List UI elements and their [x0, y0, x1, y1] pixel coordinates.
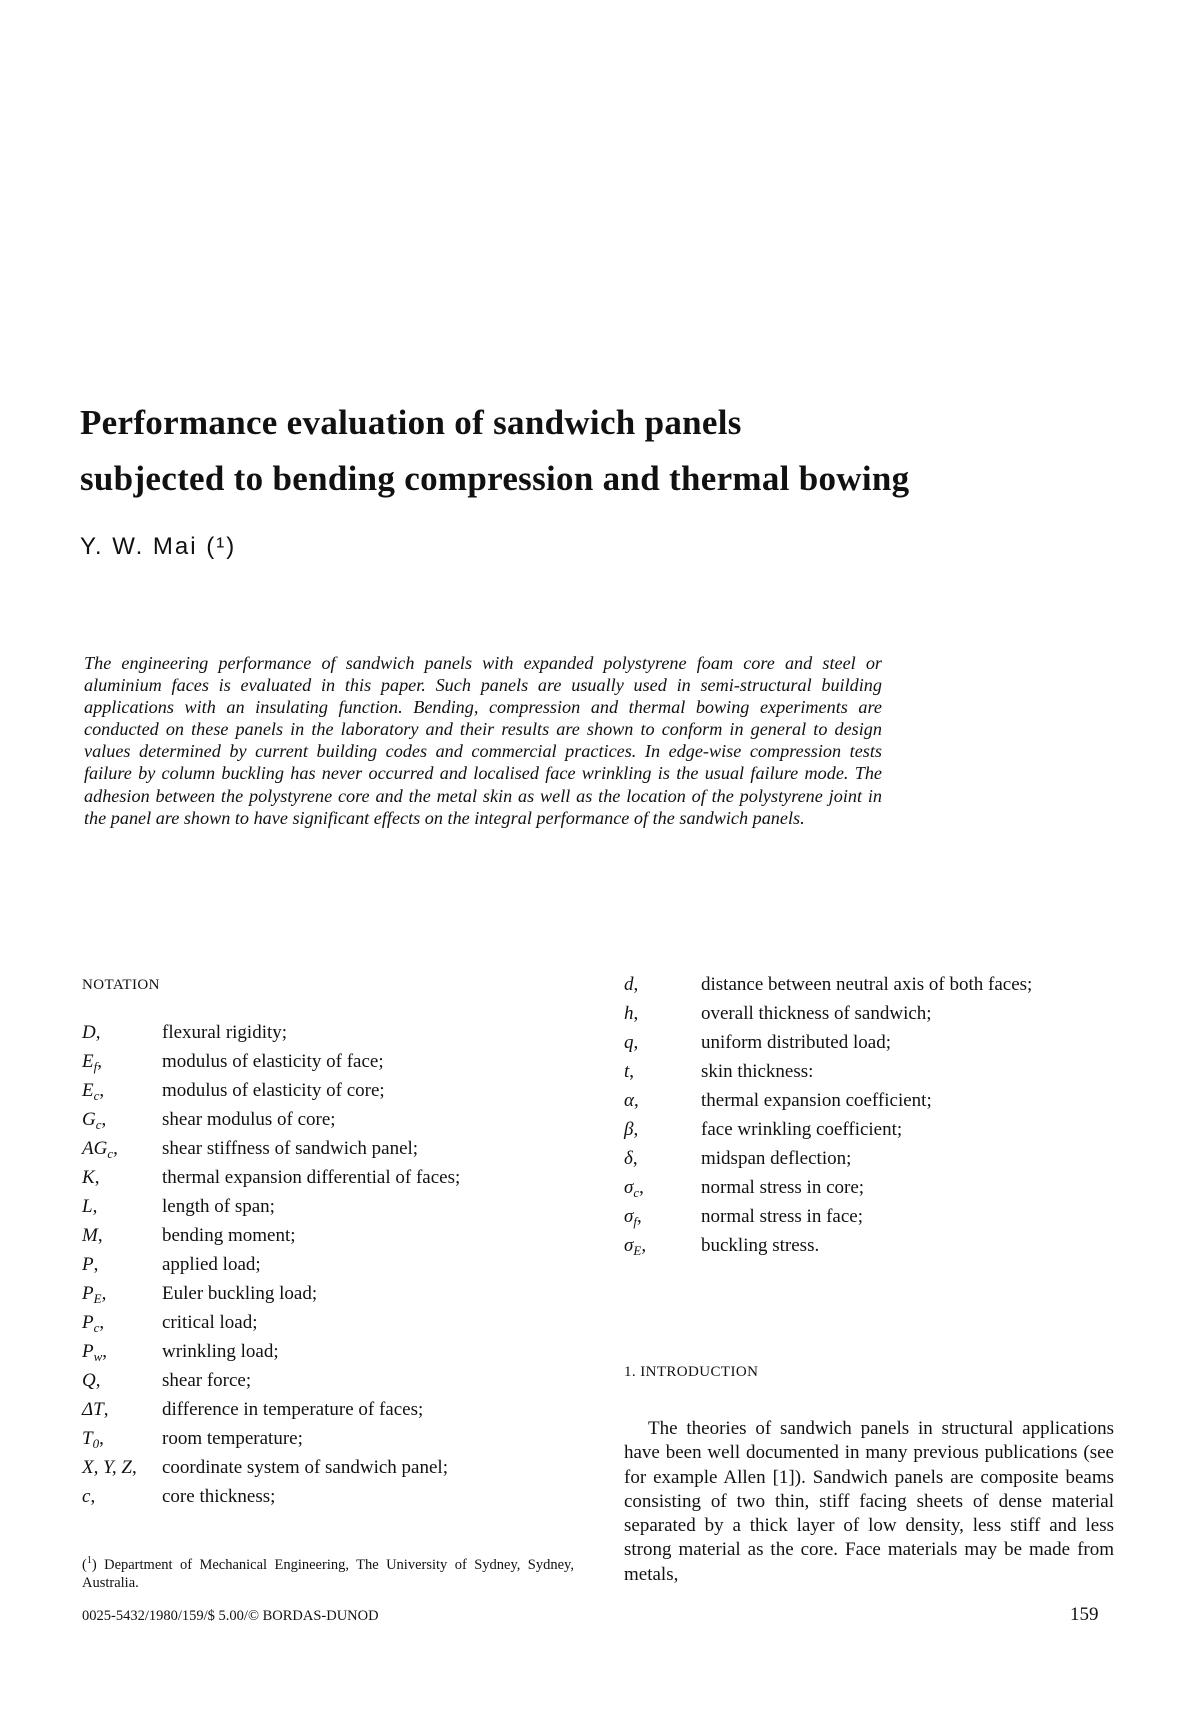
notation-symbol-subscript: c: [95, 1117, 102, 1132]
notation-symbol: $P_c$,: [82, 1312, 105, 1335]
author-line: Y. W. Mai (¹): [80, 533, 237, 560]
notation-description: normal stress in core;: [701, 1177, 865, 1198]
notation-description: shear force;: [162, 1370, 252, 1391]
notation-description: overall thickness of sandwich;: [701, 1003, 932, 1024]
notation-symbol-main: L: [82, 1196, 93, 1217]
notation-symbol-subscript: w: [93, 1349, 103, 1364]
notation-symbol-main: σ: [624, 1177, 634, 1198]
notation-row: [82, 1312, 460, 1341]
notation-row: [82, 1399, 460, 1428]
notation-list-right: [624, 974, 1032, 1264]
notation-row: [82, 1225, 460, 1254]
notation-description: bending moment;: [162, 1225, 296, 1246]
notation-description: coordinate system of sandwich panel;: [162, 1457, 448, 1478]
notation-symbol-main: h: [624, 1003, 634, 1024]
notation-description: thermal expansion coefficient;: [701, 1090, 932, 1111]
notation-symbol-main: G: [82, 1109, 96, 1130]
notation-symbol-main: P: [82, 1283, 94, 1304]
page-number: 159: [1070, 1604, 1099, 1625]
notation-symbol: Q,: [82, 1370, 101, 1391]
notation-description: room temperature;: [162, 1428, 303, 1449]
notation-description: midspan deflection;: [701, 1148, 852, 1169]
notation-row: [82, 1109, 460, 1138]
notation-description: core thickness;: [162, 1486, 276, 1507]
notation-row: [82, 1341, 460, 1370]
notation-description: length of span;: [162, 1196, 275, 1217]
notation-row: [82, 1167, 460, 1196]
notation-row: [624, 1235, 1032, 1264]
notation-symbol-subscript: E: [93, 1291, 102, 1306]
notation-symbol: h,: [624, 1003, 639, 1024]
notation-row: [82, 1080, 460, 1109]
notation-symbol-main: D: [82, 1022, 96, 1043]
notation-description: critical load;: [162, 1312, 258, 1333]
notation-symbol-subscript: E: [633, 1243, 642, 1258]
abstract: The engineering performance of sandwich panels with expanded polystyrene foam core and steel or aluminium faces is evaluated in this paper. Such panels are usually used in semi-structural building applications with an insulating function. Bending, compression and thermal bowing experiments are conducted on these panels in the laboratory and their results are shown to conform in general to design values determined by current building codes and commercial practices. In edge-wise compression tests failure by column buckling has never occurred and localised face wrinkling is the usual failure mode. The adhesion between the polystyrene core and the metal skin as well as the location of the polystyrene joint in the panel are shown to have significant effects on the integral performance of the sandwich panels.: [84, 653, 882, 828]
notation-row: [82, 1254, 460, 1283]
notation-symbol: M,: [82, 1225, 103, 1246]
notation-symbol: $P_w$,: [82, 1341, 108, 1364]
introduction-heading: 1. INTRODUCTION: [624, 1364, 759, 1380]
notation-row: [624, 1119, 1032, 1148]
notation-row: [624, 1206, 1032, 1235]
notation-symbol-main: α: [624, 1090, 634, 1111]
title-line-1: Performance evaluation of sandwich panels: [80, 403, 742, 442]
notation-symbol: q,: [624, 1032, 639, 1053]
notation-row: [82, 1196, 460, 1225]
notation-symbol-main: P: [82, 1312, 94, 1333]
notation-description: Euler buckling load;: [162, 1283, 318, 1304]
footnote-marker: 1: [86, 1555, 92, 1566]
notation-symbol-main: c: [82, 1486, 91, 1507]
notation-symbol-subscript: f: [633, 1214, 637, 1229]
notation-description: buckling stress.: [701, 1235, 820, 1256]
notation-row: [82, 1051, 460, 1080]
notation-symbol-main: σ: [624, 1206, 634, 1227]
notation-description: modulus of elasticity of core;: [162, 1080, 385, 1101]
notation-description: modulus of elasticity of face;: [162, 1051, 384, 1072]
notation-description: face wrinkling coefficient;: [701, 1119, 903, 1140]
notation-row: [82, 1138, 460, 1167]
notation-symbol: $G_c$,: [82, 1109, 107, 1132]
notation-row: [82, 1370, 460, 1399]
notation-row: [624, 1032, 1032, 1061]
notation-heading: NOTATION: [82, 977, 160, 993]
notation-description: uniform distributed load;: [701, 1032, 891, 1053]
notation-symbol: β,: [624, 1119, 639, 1140]
notation-row: [624, 1177, 1032, 1206]
notation-symbol: P,: [82, 1254, 99, 1275]
notation-symbol: d,: [624, 974, 639, 995]
notation-description: normal stress in face;: [701, 1206, 863, 1227]
notation-symbol: $\sigma_c$,: [624, 1177, 644, 1200]
notation-description: flexural rigidity;: [162, 1022, 288, 1043]
notation-row: [82, 1457, 460, 1486]
notation-symbol-main: t: [624, 1061, 630, 1082]
notation-symbol-main: d: [624, 974, 634, 995]
notation-symbol-subscript: c: [633, 1185, 640, 1200]
notation-description: wrinkling load;: [162, 1341, 279, 1362]
notation-description: difference in temperature of faces;: [162, 1399, 424, 1420]
notation-symbol-main: T: [82, 1428, 93, 1449]
notation-symbol-subscript: c: [93, 1088, 100, 1103]
notation-symbol: c,: [82, 1486, 96, 1507]
notation-symbol-main: K: [82, 1167, 95, 1188]
notation-symbol-main: X, Y, Z: [82, 1457, 132, 1478]
notation-symbol-main: P: [82, 1341, 94, 1362]
journal-code: 0025-5432/1980/159/$ 5.00/© BORDAS-DUNOD: [82, 1608, 379, 1624]
notation-row: [624, 1148, 1032, 1177]
notation-symbol-main: β: [624, 1119, 634, 1140]
notation-description: skin thickness:: [701, 1061, 814, 1082]
notation-description: applied load;: [162, 1254, 261, 1275]
notation-symbol-subscript: f: [93, 1059, 98, 1074]
notation-symbol-main: q: [624, 1032, 634, 1053]
notation-description: shear stiffness of sandwich panel;: [162, 1138, 419, 1159]
notation-symbol: $E_f$,: [82, 1051, 102, 1074]
notation-symbol-main: δ: [624, 1148, 633, 1169]
notation-symbol-main: AG: [82, 1138, 108, 1159]
footnote-text: Department of Mechanical Engineering, The University of Sydney, Sydney, Australia.: [82, 1556, 574, 1591]
notation-symbol: ΔT,: [82, 1399, 109, 1420]
notation-symbol: $\sigma_f$,: [624, 1206, 642, 1229]
notation-symbol: $P_E$,: [82, 1283, 107, 1306]
notation-description: thermal expansion differential of faces;: [162, 1167, 461, 1188]
notation-row: [82, 1486, 460, 1515]
notation-list-left: [82, 1022, 460, 1515]
notation-row: [624, 1090, 1032, 1119]
notation-symbol: δ,: [624, 1148, 638, 1169]
notation-symbol-main: E: [82, 1080, 94, 1101]
title-line-2: subjected to bending compression and thermal bowing: [80, 459, 910, 498]
notation-symbol: $\sigma_E$,: [624, 1235, 647, 1258]
notation-symbol-main: ΔT: [82, 1399, 104, 1420]
notation-symbol-main: E: [82, 1051, 94, 1072]
notation-symbol: $T_0$,: [82, 1428, 104, 1451]
notation-symbol-main: σ: [624, 1235, 634, 1256]
notation-symbol: $AG_c$,: [82, 1138, 118, 1161]
notation-row: [624, 1003, 1032, 1032]
notation-row: [82, 1283, 460, 1312]
notation-symbol: K,: [82, 1167, 100, 1188]
notation-symbol-main: P: [82, 1254, 94, 1275]
notation-symbol: $E_c$,: [82, 1080, 105, 1103]
notation-symbol-main: M: [82, 1225, 98, 1246]
introduction-body: The theories of sandwich panels in structural applications have been well documented in many previous publications (see for example Allen [1]). Sandwich panels are composite beams consisting of two thin, stiff facing sheets of dense material separated by a thick layer of low density, less stiff and less strong material as the core. Face materials may be made from metals,: [624, 1418, 1114, 1585]
notation-symbol: t,: [624, 1061, 635, 1082]
notation-description: shear modulus of core;: [162, 1109, 336, 1130]
notation-row: [624, 1061, 1032, 1090]
notation-row: [82, 1428, 460, 1457]
affiliation-footnote: ($^1$) Department of Mechanical Engineering, The University of Sydney, Sydney, Australia.: [82, 1555, 574, 1591]
notation-symbol: L,: [82, 1196, 98, 1217]
notation-symbol-main: Q: [82, 1370, 96, 1391]
notation-row: [82, 1022, 460, 1051]
notation-row: [624, 974, 1032, 1003]
notation-symbol-subscript: 0: [92, 1436, 100, 1451]
notation-symbol: α,: [624, 1090, 639, 1111]
notation-symbol: X, Y, Z,: [82, 1457, 137, 1478]
notation-symbol-subscript: c: [93, 1320, 100, 1335]
notation-symbol-subscript: c: [107, 1146, 114, 1161]
paper-title: [80, 395, 1160, 507]
notation-symbol: D,: [82, 1022, 101, 1043]
notation-description: distance between neutral axis of both faces;: [701, 974, 1033, 995]
